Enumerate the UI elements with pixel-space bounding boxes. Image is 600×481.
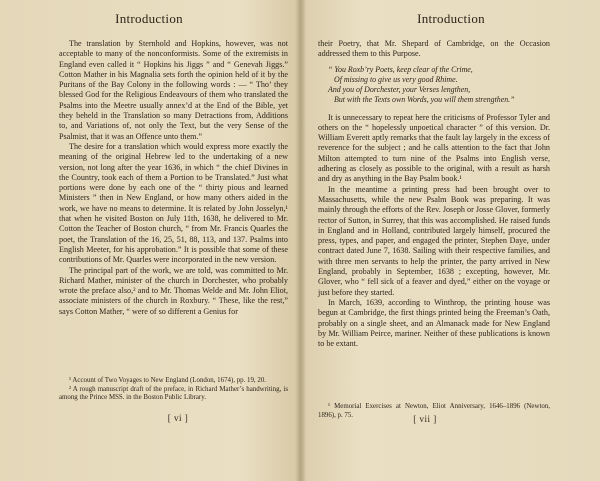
left-footnotes bbox=[59, 377, 288, 403]
running-head-left: Introduction bbox=[115, 11, 183, 26]
left-page bbox=[0, 0, 298, 481]
verse-quotation bbox=[318, 65, 550, 105]
page-number-left: [ vi ] bbox=[167, 413, 189, 423]
verse-line: Of missing to give us very good Rhime. bbox=[334, 74, 458, 84]
verse-line: But with the Texts own Words, you will them strengthen.” bbox=[334, 94, 515, 104]
right-page-body bbox=[318, 39, 550, 349]
footnote: ¹ Account of Two Voyages to New England (London, 1674), pp. 19, 20. bbox=[69, 377, 266, 384]
page-number-right: [ vii ] bbox=[413, 414, 437, 424]
paragraph: The principal part of the work, we are told, was committed to Mr. Richard Mather, minister of the church in Dorchester, who probably wrote the preface also,² and to Mr. Thomas Welde and Mr. John Eliot, associate ministers of the church in Roxbury. “ These, like the rest,” says Cotton Mather, “ were of so different a Genius for bbox=[59, 265, 288, 316]
footnote: ¹ Memorial Exercises at Newton, Eliot Anniversary, 1646–1896 (Newton, 1896), p. 75. bbox=[318, 403, 550, 419]
verse-line: “ You Roxb’ry Poets, keep clear of the Crime, bbox=[328, 64, 473, 74]
paragraph: The translation by Sternhold and Hopkins, however, was not acceptable to many of the nonconformists. Some of the extremists in England even called it “ Hopkins his Jiggs ” and “ Genevah Jiggs.” Cotton Mather in his Magnalia sets forth the opinion held of it by the Puritans of the Bay Colony in the following words : — “ Tho’ they blessed God for the Religious Endeavours of them who translated the Psalms into the Meetre usually annex’d at the End of the Bible, yet they beheld in the Translation so many Detractions from, Additions to, and Variations of, not only the Text, but the very Sense of the Psalmist, that it was an Offence unto them.” bbox=[59, 39, 288, 141]
running-head-right: Introduction bbox=[417, 11, 485, 26]
paragraph: their Poetry, that Mr. Shepard of Cambridge, on the Occasion addressed them to this Purpose. bbox=[318, 39, 550, 59]
paragraph: The desire for a translation which would express more exactly the meaning of the original Hebrew led to the undertaking of a new version, not long after the year 1636, in which “ the chief Divines in the Country, took each of them a Portion to be Translated.” Just what portions were done by each one of the “ thirty pious and learned Ministers ” then in New England, or how many others aided in the work, we have no means to determine. It is related by John Josselyn,¹ that when he visited Boston on July 11th, 1638, he delivered to Mr. Cotton the Teacher of Boston church, “ from Mr. Francis Quarles the poet, the Translation of the 16, 25, 51, 88, 113, and 137. Psalms into English Meeter, for his approbation.” It is possible that some of these contributions of Mr. Quarles were incorporated in the new version. bbox=[59, 141, 288, 265]
verse-line: And you of Dorchester, your Verses lengthen, bbox=[328, 84, 471, 94]
paragraph: In March, 1639, according to Winthrop, the printing house was begun at Cambridge, the first things printed being the Freeman’s Oath, probably on a single sheet, and an Almanack made for New England by Mr. William Peirce, mariner. Neither of these publications is known to be extant. bbox=[318, 297, 550, 349]
right-page bbox=[302, 0, 600, 481]
paragraph: It is unnecessary to repeat here the criticisms of Professor Tyler and others on the “ hopelessly unpoetical character ” of this version. Dr. William Everett aptly remarks that the fault lay largely in the excess of reverence for the subject ; and he calls attention to the fact that John Milton attempted to turn nine of the Psalms into English verse, adhering as closely as possible to the original, with a result as harsh and dry as anything in the Bay Psalm book.¹ bbox=[318, 112, 550, 184]
footnote: ² A rough manuscript draft of the preface, in Richard Mather’s handwriting, is among the Prince MSS. in the Boston Public Library. bbox=[59, 385, 288, 402]
paragraph: In the meantime a printing press had been brought over to Massachusetts, while the new Psalm Book was preparing. It was mainly through the efforts of the Rev. Joseph or Josse Glover, formerly rector of Sutton, in Surrey, that this was accomplished. He raised funds in England and in Holland, contributed largely himself, procured the press, types, and paper, and engaged the printer, Stephen Daye, under contract dated June 7, 1638. Sailing with their respective families, and with three men servants to help the printer, the party arrived in New England, probably in September, 1638 ; excepting, however, Mr. Glover, who “ fell sick of a feaver and dyed,” either on the voyage or just before they started. bbox=[318, 184, 550, 297]
left-page-body bbox=[59, 39, 288, 317]
